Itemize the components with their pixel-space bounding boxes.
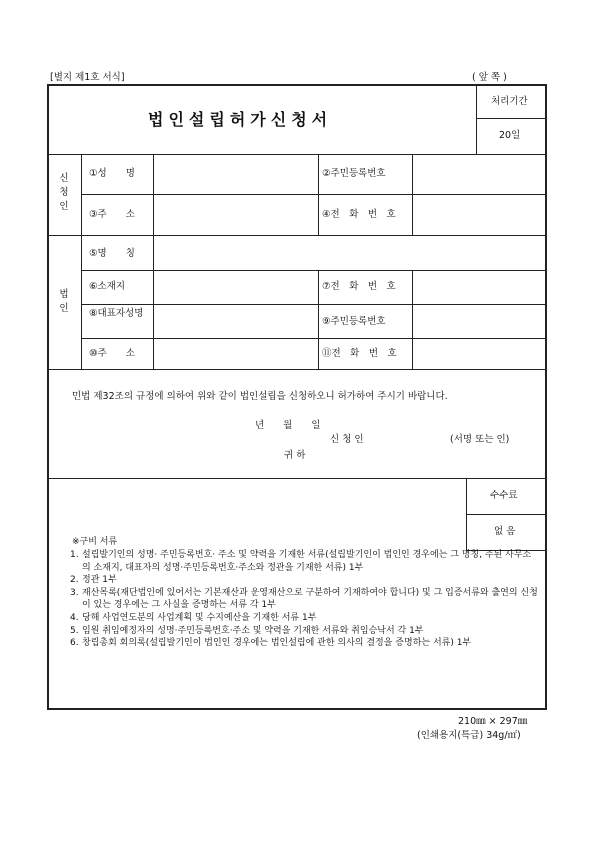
representative-address-label: ⑩주 소 bbox=[89, 348, 135, 359]
corporation-phone-label: ⑦전 화 번 호 bbox=[322, 281, 396, 292]
applicant-resident-number-label: ②주민등록번호 bbox=[322, 168, 386, 179]
corporation-section-label: 법인 bbox=[59, 289, 69, 314]
processing-period-value: 20일 bbox=[499, 130, 521, 141]
fee-label: 수수료 bbox=[490, 490, 518, 501]
applicant-phone-label: ④전 화 번 호 bbox=[322, 209, 396, 220]
representative-name-label: ⑧대표자성명 bbox=[89, 308, 144, 319]
required-documents-list bbox=[70, 549, 538, 650]
paper-size-label: 210㎜ × 297㎜ bbox=[458, 716, 528, 727]
page-title: 법인설립허가신청서 bbox=[148, 110, 333, 129]
addressee: 귀 하 bbox=[284, 450, 306, 461]
list-item: 6. 창립총회 회의록(설립발기인이 법인인 경우에는 법인설립에 관한 의사의 결정을 증명하는 서류) 1부 bbox=[70, 638, 472, 649]
required-documents-heading: ※구비 서류 bbox=[72, 537, 118, 547]
corporation-name-label: ⑤명 칭 bbox=[89, 248, 135, 259]
list-item: 1. 설립발기인의 성명· 주민등록번호· 주소 및 약력을 기재한 서류(설립발기인이 법인인 경우에는 그 명칭, 주된 사무소의 소재지, 대표자의 성명·주민등록번호·주소와 정관을 기재한 서류) 1부 bbox=[70, 550, 532, 573]
application-statement: 민법 제32조의 규정에 의하여 위와 같이 법인설립을 신청하오니 허가하여 주시기 바랍니다. bbox=[72, 391, 448, 402]
page-side-label: ( 앞 쪽 ) bbox=[472, 72, 507, 83]
applicant-name-label: ①성 명 bbox=[89, 168, 135, 179]
applicant-signature-line: 신 청 인 bbox=[330, 434, 364, 445]
date-line: 년 월 일 bbox=[255, 420, 321, 431]
list-item: 3. 재산목록(재단법인에 있어서는 기본재산과 운영재산으로 구분하여 기재하여야 합니다) 및 그 입증서류와 출연의 신청이 있는 경우에는 그 사실을 증명하는 서류 각 1부 bbox=[70, 587, 538, 611]
signature-note: (서명 또는 인) bbox=[450, 434, 510, 445]
list-item: 4. 당해 사업연도분의 사업계획 및 수지예산을 기재한 서류 1부 bbox=[70, 612, 317, 623]
fee-value: 없 음 bbox=[494, 526, 516, 537]
representative-resident-number-label: ⑨주민등록번호 bbox=[322, 316, 386, 327]
corporation-location-label: ⑥소재지 bbox=[89, 281, 126, 292]
processing-period-label: 처리기간 bbox=[491, 96, 528, 107]
paper-spec-label: (인쇄용지(특급) 34g/㎡) bbox=[417, 730, 521, 741]
representative-phone-label: ⑪전 화 번 호 bbox=[322, 348, 397, 359]
form-number-label: [별지 제1호 서식] bbox=[50, 72, 125, 83]
applicant-section-label: 신청인 bbox=[59, 173, 69, 212]
applicant-address-label: ③주 소 bbox=[89, 209, 135, 220]
list-item: 2. 정관 1부 bbox=[70, 575, 117, 586]
list-item: 5. 임원 취임예정자의 성명·주민등록번호·주소 및 약력을 기재한 서류와 취임승낙서 각 1부 bbox=[70, 625, 424, 636]
